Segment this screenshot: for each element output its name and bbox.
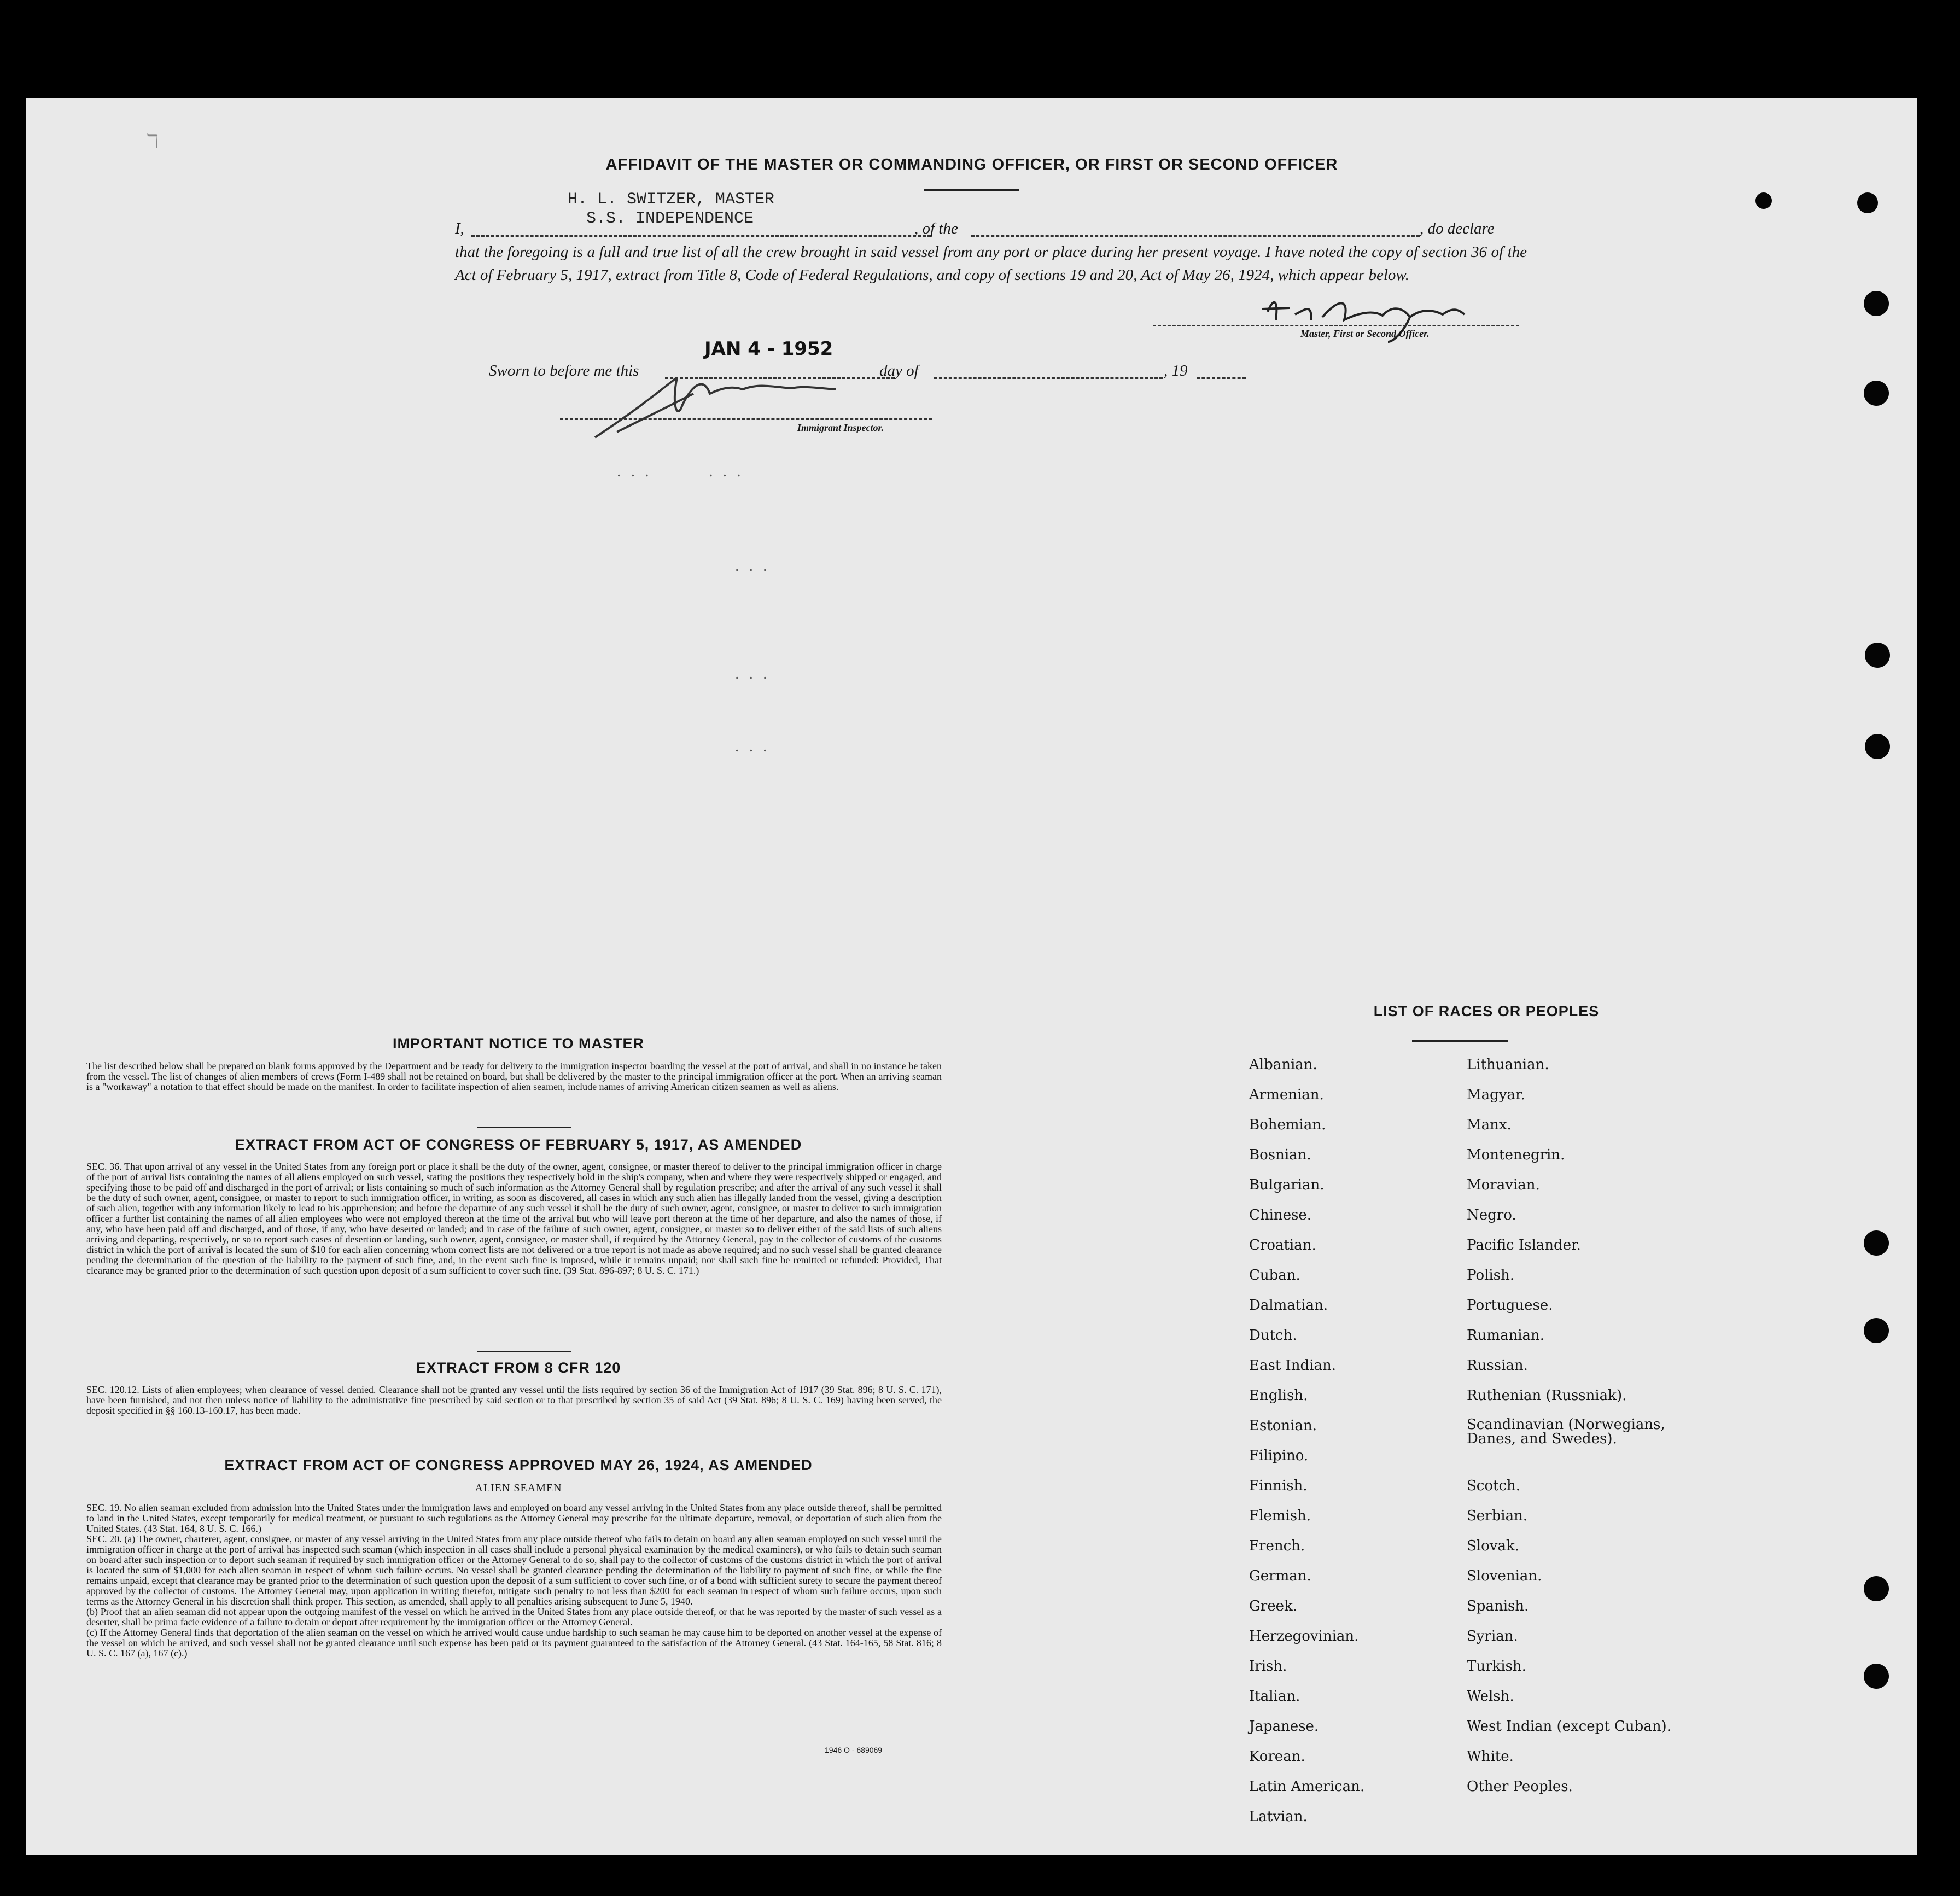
race-item: Bosnian. bbox=[1249, 1147, 1311, 1163]
punch-hole bbox=[1865, 643, 1890, 668]
race-item: East Indian. bbox=[1249, 1357, 1337, 1374]
bleed-dots: ... bbox=[735, 664, 777, 682]
master-signature-line bbox=[1153, 325, 1519, 326]
inspector-signature bbox=[584, 355, 945, 443]
name-line bbox=[471, 235, 931, 237]
race-item: Lithuanian. bbox=[1467, 1057, 1549, 1073]
race-item: Filipino. bbox=[1249, 1448, 1309, 1464]
race-item: Portuguese. bbox=[1467, 1297, 1553, 1314]
declare-of: , of the bbox=[914, 220, 958, 237]
race-item: Manx. bbox=[1467, 1117, 1512, 1133]
year-line bbox=[1197, 377, 1246, 379]
race-item: Latin American. bbox=[1249, 1778, 1365, 1795]
print-code: 1946 O - 689069 bbox=[825, 1746, 883, 1754]
race-item: Negro. bbox=[1467, 1207, 1516, 1223]
race-item: Rumanian. bbox=[1467, 1327, 1545, 1344]
race-item: West Indian (except Cuban). bbox=[1467, 1718, 1671, 1735]
bleed-dots: ... bbox=[735, 557, 777, 575]
race-item: Pacific Islander. bbox=[1467, 1237, 1581, 1253]
punch-hole bbox=[1864, 291, 1889, 316]
punch-hole bbox=[1864, 1664, 1889, 1689]
sec-20c: (c) If the Attorney General finds that deportation of the alien seaman on the vessel on which he arrived would cause undue hardship to such seaman he may cause him to be deported on another vessel at the expense of the vessel on which he arrived, and such vessel shall not be granted clearance until such expense has been paid or its payment guaranteed to the satisfaction of the Attorney General. (43 Stat. 164-165, 58 Stat. 816; 8 U. S. C. 167 (a), 167 (c).) bbox=[86, 1627, 942, 1659]
vessel-line bbox=[971, 235, 1420, 237]
race-item: Chinese. bbox=[1249, 1207, 1312, 1223]
race-item: Flemish. bbox=[1249, 1508, 1311, 1524]
race-item bbox=[1467, 1448, 1696, 1478]
race-item: German. bbox=[1249, 1568, 1311, 1584]
race-item: Ruthenian (Russniak). bbox=[1467, 1387, 1627, 1404]
punch-hole bbox=[1864, 381, 1889, 406]
extract-1924-body bbox=[86, 1503, 942, 1659]
month-line bbox=[934, 377, 1163, 379]
race-item: Welsh. bbox=[1467, 1688, 1514, 1705]
race-item: Scandinavian (Norwegians, Danes, and Swedes). bbox=[1467, 1416, 1665, 1447]
bleed-dots: ... bbox=[709, 462, 751, 480]
race-item: Bulgarian. bbox=[1249, 1177, 1325, 1193]
race-item: Herzegovinian. bbox=[1249, 1628, 1359, 1644]
race-item: French. bbox=[1249, 1538, 1305, 1554]
sec-20a: SEC. 20. (a) The owner, charterer, agent, consignee, or master of any vessel arriving in the United States from any place outside thereof who fails to detain on board any alien seaman employed on such vessel until the immigration officer in charge at the port of arrival has inspected such seaman (which inspection in all cases shall include a personal physical examination by the medical examiners), or who fails to detain such seaman on board after such inspection or to deport such seaman if required by such immigration officer or the Attorney General to do so, shall pay to the collector of customs of the customs district in which the port of arrival is located the sum of $1,000 for each alien seaman in respect of whom such failure occurs. No vessel shall be granted clearance pending the determination of the liability to payment of such fine, or while the fine remains unpaid, except that clearance may be granted prior to the determination of such question upon the deposit of a sum sufficient to cover such fine, or of a bond with sufficient surety to secure the payment thereof approved by the collector of customs. The Attorney General may, upon application in writing therefor, mitigate such penalty to not less than $200 for each seaman in respect of whom such failure occurs, upon such terms as the Attorney General in his discretion shall think proper. This section, as amended, shall apply to all penalties arising subsequent to June 5, 1940. bbox=[86, 1533, 942, 1607]
race-item: Albanian. bbox=[1249, 1057, 1317, 1073]
inspector-caption: Immigrant Inspector. bbox=[797, 422, 884, 433]
race-item: Montenegrin. bbox=[1467, 1147, 1565, 1163]
punch-hole bbox=[1864, 1230, 1889, 1256]
bleed-dots: ... bbox=[735, 737, 777, 755]
sec-20b: (b) Proof that an alien seaman did not appear upon the outgoing manifest of the vessel on which he arrived in the United States from any place outside thereof, or that he was reported by the master of such vessel as a deserter, shall be prima facie evidence of a failure to detain or deport after requirement by the immigration officer or the Attorney General. bbox=[86, 1606, 942, 1627]
typed-vessel: S.S. INDEPENDENCE bbox=[586, 209, 754, 228]
races-column-1 bbox=[1249, 1057, 1457, 1839]
year-label: , 19 bbox=[1164, 362, 1188, 380]
extract-1917-body: SEC. 36. That upon arrival of any vessel in the United States from any foreign port or place it shall be the duty of the owner, agent, consignee, or master thereof to deliver to the principal immigration officer in charge of the port of arrival lists containing the names of all aliens employed on such vessel, stating the positions they respectively hold in the ship's company, when and where they were respectively shipped or engaged, and specifying those to be paid off and discharged in the port of arrival; or lists containing so much of such information as the Attorney General shall by regulation prescribe; and after the arrival of any such vessel it shall be the duty of such owner, agent, consignee, or master to report to such immigration officer, in writing, as soon as discovered, all cases in which any such alien has illegally landed from the vessel, giving a description of such alien, together with any information likely to lead to his apprehension; and before the departure of any such vessel it shall be the duty of such owner, agent, consignee, or master to deliver to such immigration officer a further list containing the names of all alien employees who were not employed thereon at the time of the arrival but who will leave port thereon at the time of her departure, and also the names of those, if any, who have been paid off and discharged, and of those, if any, who have deserted or landed; and in case of the failure of such owner, agent, consignee, or master so to deliver either of the said lists of such aliens arriving and departing, respectively, or so to report such cases of desertion or landing, such owner, agent, consignee, or master shall, if required by the Attorney General, pay to the collector of customs of the customs district in which the port of arrival is located the sum of $10 for each alien concerning whom correct lists are not delivered or a true report is not made as above required; and no such vessel shall be granted clearance pending the determination of the question of the liability to the payment of such fine, and, in the event such fine is imposed, while it remains unpaid; nor shall such fine be remitted or refunded: Provided, That clearance may be granted prior to the determination of such question upon deposit of a sum sufficient to cover such fine. (39 Stat. 896-897; 8 U. S. C. 171.) bbox=[86, 1161, 942, 1276]
punch-hole bbox=[1865, 734, 1890, 759]
affidavit-title: AFFIDAVIT OF THE MASTER OR COMMANDING OFFICER, OR FIRST OR SECOND OFFICER bbox=[605, 156, 1338, 173]
inspector-signature-line bbox=[560, 418, 932, 420]
race-item: Polish. bbox=[1467, 1267, 1515, 1284]
race-item: Russian. bbox=[1467, 1357, 1528, 1374]
race-item: Finnish. bbox=[1249, 1478, 1308, 1494]
extract-1924-subtitle: ALIEN SEAMEN bbox=[475, 1482, 562, 1494]
punch-hole bbox=[1864, 1576, 1889, 1601]
affidavit-body: that the foregoing is a full and true list of all the crew brought in said vessel from any port or place during her present voyage. I have noted the copy of section 36 of the Act of February 5, 1917, extract from Title 8, Code of Federal Regulations, and copy of sections 19 and 20, Act of May 26, 1924, which appear below. bbox=[455, 243, 1527, 284]
race-item: Japanese. bbox=[1249, 1718, 1319, 1735]
divider bbox=[477, 1351, 571, 1352]
race-item: Magyar. bbox=[1467, 1087, 1525, 1103]
race-item: Spanish. bbox=[1467, 1598, 1529, 1614]
race-item: Estonian. bbox=[1249, 1417, 1317, 1434]
margin-mark: ℸ bbox=[147, 131, 159, 151]
sec-19: SEC. 19. No alien seaman excluded from admission into the United States under the immigration laws and employed on board any vessel arriving in the United States from any place outside thereof, shall be permitted to land in the United States, except temporarily for medical treatment, or pursuant to such regulations as the Attorney General may prescribe for the ultimate departure, removal, or deportation of such alien from the United States. (43 Stat. 164, 8 U. S. C. 166.) bbox=[86, 1502, 942, 1534]
race-item: Other Peoples. bbox=[1467, 1778, 1573, 1795]
extract-1924-title: EXTRACT FROM ACT OF CONGRESS APPROVED MAY 26, 1924, AS AMENDED bbox=[224, 1457, 813, 1473]
date-stamp: JAN 4 - 1952 bbox=[704, 338, 833, 360]
race-item: Syrian. bbox=[1467, 1628, 1518, 1644]
race-item: Slovenian. bbox=[1467, 1568, 1542, 1584]
divider bbox=[477, 1127, 571, 1128]
punch-hole bbox=[1755, 192, 1772, 209]
typed-name: H. L. SWITZER, MASTER bbox=[568, 190, 775, 209]
race-item: Croatian. bbox=[1249, 1237, 1316, 1253]
notice-body: The list described below shall be prepared on blank forms approved by the Department and be ready for delivery to the immigration inspector boarding the vessel at the port of arrival, and shall in no instance be taken from the vessel. The list of changes of alien members of crews (Form I-489 shall not be retained on board, but shall be delivered by the master to the principal immigration officer at the port. When an arriving seaman is a "workaway" a notation to that effect should be made on the manifest. In order to facilitate inspection of alien seamen, include names of arriving American citizen seamen as well as aliens. bbox=[86, 1060, 942, 1092]
title-underline bbox=[924, 189, 1019, 191]
race-item: White. bbox=[1467, 1748, 1514, 1765]
bleed-dots: ... bbox=[617, 462, 659, 480]
document-page bbox=[26, 98, 1917, 1855]
race-item: Greek. bbox=[1249, 1598, 1297, 1614]
race-item: Italian. bbox=[1249, 1688, 1300, 1705]
extract-8cfr-title: EXTRACT FROM 8 CFR 120 bbox=[416, 1360, 621, 1376]
race-item: Moravian. bbox=[1467, 1177, 1540, 1193]
race-item: Dalmatian. bbox=[1249, 1297, 1328, 1314]
race-item: Cuban. bbox=[1249, 1267, 1300, 1284]
extract-8cfr-body: SEC. 120.12. Lists of alien employees; when clearance of vessel denied. Clearance shall not be granted any vessel until the lists required by section 36 of the Immigration Act of 1917 (39 Stat. 896; 8 U. S. C. 171), have been furnished, and not then unless notice of liability to the administrative fine prescribed by said section or to that prescribed by section 35 of said Act (39 Stat. 896; 8 U. S. C. 169) having been served, the deposit specified in §§ 160.13-160.17, has been made. bbox=[86, 1384, 942, 1416]
race-item: Bohemian. bbox=[1249, 1117, 1326, 1133]
race-item: Turkish. bbox=[1467, 1658, 1526, 1675]
master-caption: Master, First or Second Officer. bbox=[1300, 328, 1430, 339]
race-item: Armenian. bbox=[1249, 1087, 1324, 1103]
race-item: Korean. bbox=[1249, 1748, 1305, 1765]
race-item: Dutch. bbox=[1249, 1327, 1297, 1344]
race-item: English. bbox=[1249, 1387, 1308, 1404]
race-item: Irish. bbox=[1249, 1658, 1287, 1675]
race-item: Scotch. bbox=[1467, 1478, 1521, 1494]
punch-hole bbox=[1857, 192, 1878, 213]
declare-end: , do declare bbox=[1420, 220, 1495, 237]
races-column-2 bbox=[1467, 1057, 1696, 1839]
race-item: Latvian. bbox=[1249, 1809, 1308, 1825]
punch-hole bbox=[1864, 1318, 1889, 1343]
extract-1917-title: EXTRACT FROM ACT OF CONGRESS OF FEBRUARY 5, 1917, AS AMENDED bbox=[235, 1136, 802, 1153]
races-underline bbox=[1412, 1040, 1508, 1042]
race-item: Serbian. bbox=[1467, 1508, 1528, 1524]
races-title: LIST OF RACES OR PEOPLES bbox=[1373, 1003, 1600, 1019]
day-label: day of bbox=[879, 362, 919, 380]
declare-i: I, bbox=[455, 220, 464, 237]
notice-title: IMPORTANT NOTICE TO MASTER bbox=[393, 1035, 644, 1052]
race-item bbox=[1467, 1809, 1696, 1839]
race-item: Slovak. bbox=[1467, 1538, 1519, 1554]
sworn-label: Sworn to before me this bbox=[489, 362, 639, 380]
